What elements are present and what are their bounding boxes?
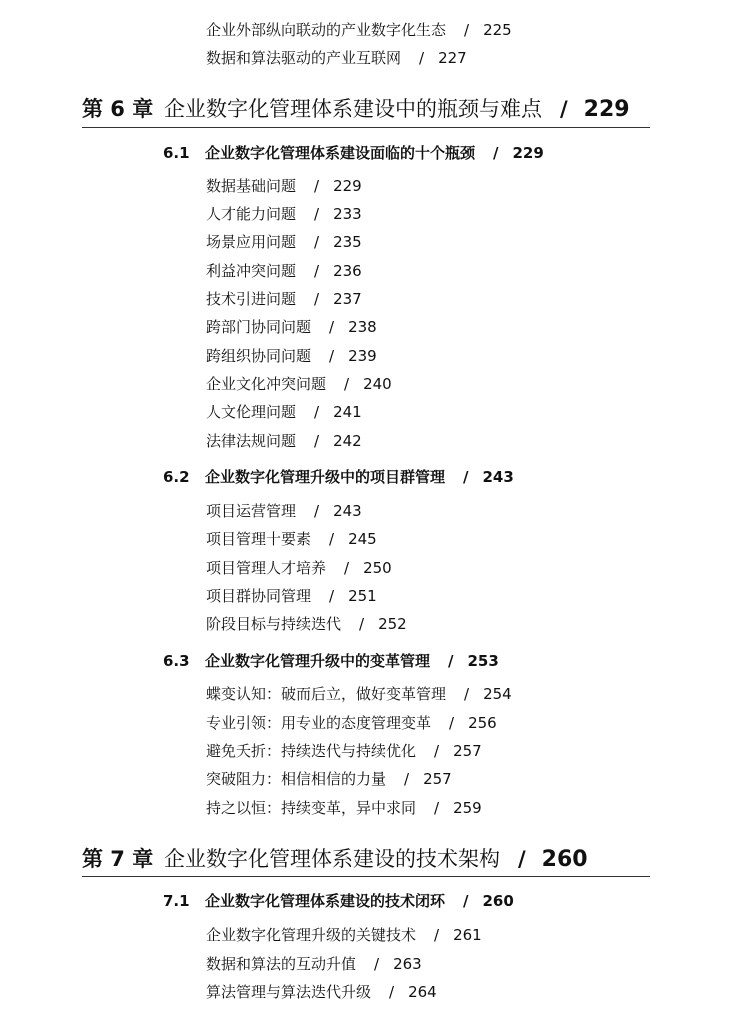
section-separator: /: [448, 652, 454, 670]
toc-entry: [206, 48, 467, 68]
section-heading: [163, 467, 514, 487]
entry-separator: /: [359, 615, 365, 633]
entry-page: 257: [423, 770, 452, 788]
section-number: 7.1: [163, 892, 190, 910]
chapter-label: 第 7 章: [82, 847, 154, 871]
toc-entry: [206, 982, 437, 1002]
entry-title: 避免夭折：持续迭代与持续优化: [206, 742, 417, 760]
toc-entry: [206, 713, 497, 733]
section-title: 企业数字化管理升级中的项目群管理: [205, 468, 446, 486]
entry-title: 持之以恒：持续变革，异中求同: [206, 799, 417, 817]
entry-page: 236: [333, 262, 362, 280]
entry-separator: /: [329, 318, 335, 336]
toc-entry: [206, 317, 377, 337]
entry-separator: /: [464, 21, 470, 39]
entry-separator: /: [314, 290, 320, 308]
entry-title: 项目群协同管理: [206, 587, 312, 605]
entry-page: 250: [363, 559, 392, 577]
entry-page: 261: [453, 926, 482, 944]
section-title: 企业数字化管理升级中的变革管理: [205, 652, 431, 670]
chapter-title: 企业数字化管理体系建设中的瓶颈与难点: [164, 97, 542, 121]
entry-separator: /: [434, 926, 440, 944]
toc-entry: [206, 289, 362, 309]
entry-page: 257: [453, 742, 482, 760]
entry-page: 256: [468, 714, 497, 732]
toc-entry: [206, 586, 377, 606]
entry-page: 241: [333, 403, 362, 421]
entry-title: 项目管理人才培养: [206, 559, 327, 577]
chapter-rule: [82, 127, 650, 128]
toc-entry: [206, 925, 482, 945]
entry-separator: /: [404, 770, 410, 788]
entry-separator: /: [419, 49, 425, 67]
toc-entry: [206, 402, 362, 422]
section-title: 企业数字化管理体系建设面临的十个瓶颈: [205, 144, 476, 162]
toc-entry: [206, 501, 362, 521]
toc-entry: [206, 529, 377, 549]
entry-page: 229: [333, 177, 362, 195]
entry-separator: /: [314, 502, 320, 520]
entry-separator: /: [344, 559, 350, 577]
entry-title: 技术引进问题: [206, 290, 297, 308]
entry-separator: /: [314, 205, 320, 223]
toc-entry: [206, 176, 362, 196]
entry-title: 数据和算法驱动的产业互联网: [206, 49, 402, 67]
entry-page: 240: [363, 375, 392, 393]
chapter-page: 229: [583, 97, 630, 122]
toc-entry: [206, 684, 512, 704]
entry-title: 企业数字化管理升级的关键技术: [206, 926, 417, 944]
toc-entry: [206, 798, 482, 818]
entry-separator: /: [344, 375, 350, 393]
chapter-title: 企业数字化管理体系建设的技术架构: [164, 847, 500, 871]
toc-entry: [206, 741, 482, 761]
chapter-label: 第 6 章: [82, 97, 154, 121]
section-title: 企业数字化管理体系建设的技术闭环: [205, 892, 446, 910]
entry-page: 227: [438, 49, 467, 67]
section-separator: /: [493, 144, 499, 162]
toc-entry: [206, 431, 362, 451]
entry-title: 数据基础问题: [206, 177, 297, 195]
entry-title: 阶段目标与持续迭代: [206, 615, 342, 633]
entry-separator: /: [314, 432, 320, 450]
section-heading: [163, 143, 544, 163]
entry-title: 蝶变认知：破而后立，做好变革管理: [206, 685, 447, 703]
entry-title: 项目运营管理: [206, 502, 297, 520]
entry-separator: /: [434, 742, 440, 760]
section-separator: /: [463, 892, 469, 910]
toc-entry: [206, 558, 392, 578]
section-number: 6.2: [163, 468, 190, 486]
entry-page: 237: [333, 290, 362, 308]
toc-entry: [206, 20, 512, 40]
entry-separator: /: [314, 403, 320, 421]
chapter-heading: [82, 95, 630, 124]
entry-title: 法律法规问题: [206, 432, 297, 450]
entry-title: 跨组织协同问题: [206, 347, 312, 365]
entry-page: 259: [453, 799, 482, 817]
section-number: 6.3: [163, 652, 190, 670]
entry-title: 场景应用问题: [206, 233, 297, 251]
entry-page: 239: [348, 347, 377, 365]
toc-entry: [206, 261, 362, 281]
section-page: 253: [467, 652, 499, 670]
entry-page: 263: [393, 955, 422, 973]
entry-separator: /: [314, 262, 320, 280]
section-heading: [163, 891, 514, 911]
entry-separator: /: [329, 347, 335, 365]
entry-title: 专业引领：用专业的态度管理变革: [206, 714, 432, 732]
entry-separator: /: [464, 685, 470, 703]
entry-separator: /: [314, 177, 320, 195]
entry-title: 人才能力问题: [206, 205, 297, 223]
entry-page: 225: [483, 21, 512, 39]
section-page: 260: [482, 892, 514, 910]
toc-entry: [206, 204, 362, 224]
entry-title: 企业外部纵向联动的产业数字化生态: [206, 21, 447, 39]
entry-page: 264: [408, 983, 437, 1001]
entry-title: 数据和算法的互动升值: [206, 955, 357, 973]
toc-entry: [206, 346, 377, 366]
entry-title: 企业文化冲突问题: [206, 375, 327, 393]
entry-page: 254: [483, 685, 512, 703]
entry-separator: /: [389, 983, 395, 1001]
chapter-separator: /: [518, 847, 526, 871]
entry-page: 252: [378, 615, 407, 633]
toc-entry: [206, 769, 452, 789]
entry-title: 利益冲突问题: [206, 262, 297, 280]
entry-title: 突破阻力：相信相信的力量: [206, 770, 387, 788]
toc-entry: [206, 232, 362, 252]
entry-separator: /: [434, 799, 440, 817]
entry-page: 251: [348, 587, 377, 605]
entry-page: 238: [348, 318, 377, 336]
section-heading: [163, 651, 499, 671]
toc-entry: [206, 374, 392, 394]
chapter-rule: [82, 876, 650, 877]
section-number: 6.1: [163, 144, 190, 162]
entry-title: 项目管理十要素: [206, 530, 312, 548]
entry-title: 算法管理与算法迭代升级: [206, 983, 372, 1001]
toc-entry: [206, 614, 407, 634]
section-separator: /: [463, 468, 469, 486]
entry-title: 人文伦理问题: [206, 403, 297, 421]
chapter-heading: [82, 845, 588, 874]
entry-page: 233: [333, 205, 362, 223]
entry-separator: /: [329, 530, 335, 548]
section-page: 229: [512, 144, 544, 162]
section-page: 243: [482, 468, 514, 486]
entry-separator: /: [329, 587, 335, 605]
chapter-page: 260: [541, 847, 588, 872]
entry-page: 245: [348, 530, 377, 548]
chapter-separator: /: [560, 97, 568, 121]
entry-title: 跨部门协同问题: [206, 318, 312, 336]
toc-entry: [206, 954, 422, 974]
entry-separator: /: [449, 714, 455, 732]
entry-page: 235: [333, 233, 362, 251]
entry-page: 243: [333, 502, 362, 520]
entry-page: 242: [333, 432, 362, 450]
entry-separator: /: [314, 233, 320, 251]
entry-separator: /: [374, 955, 380, 973]
